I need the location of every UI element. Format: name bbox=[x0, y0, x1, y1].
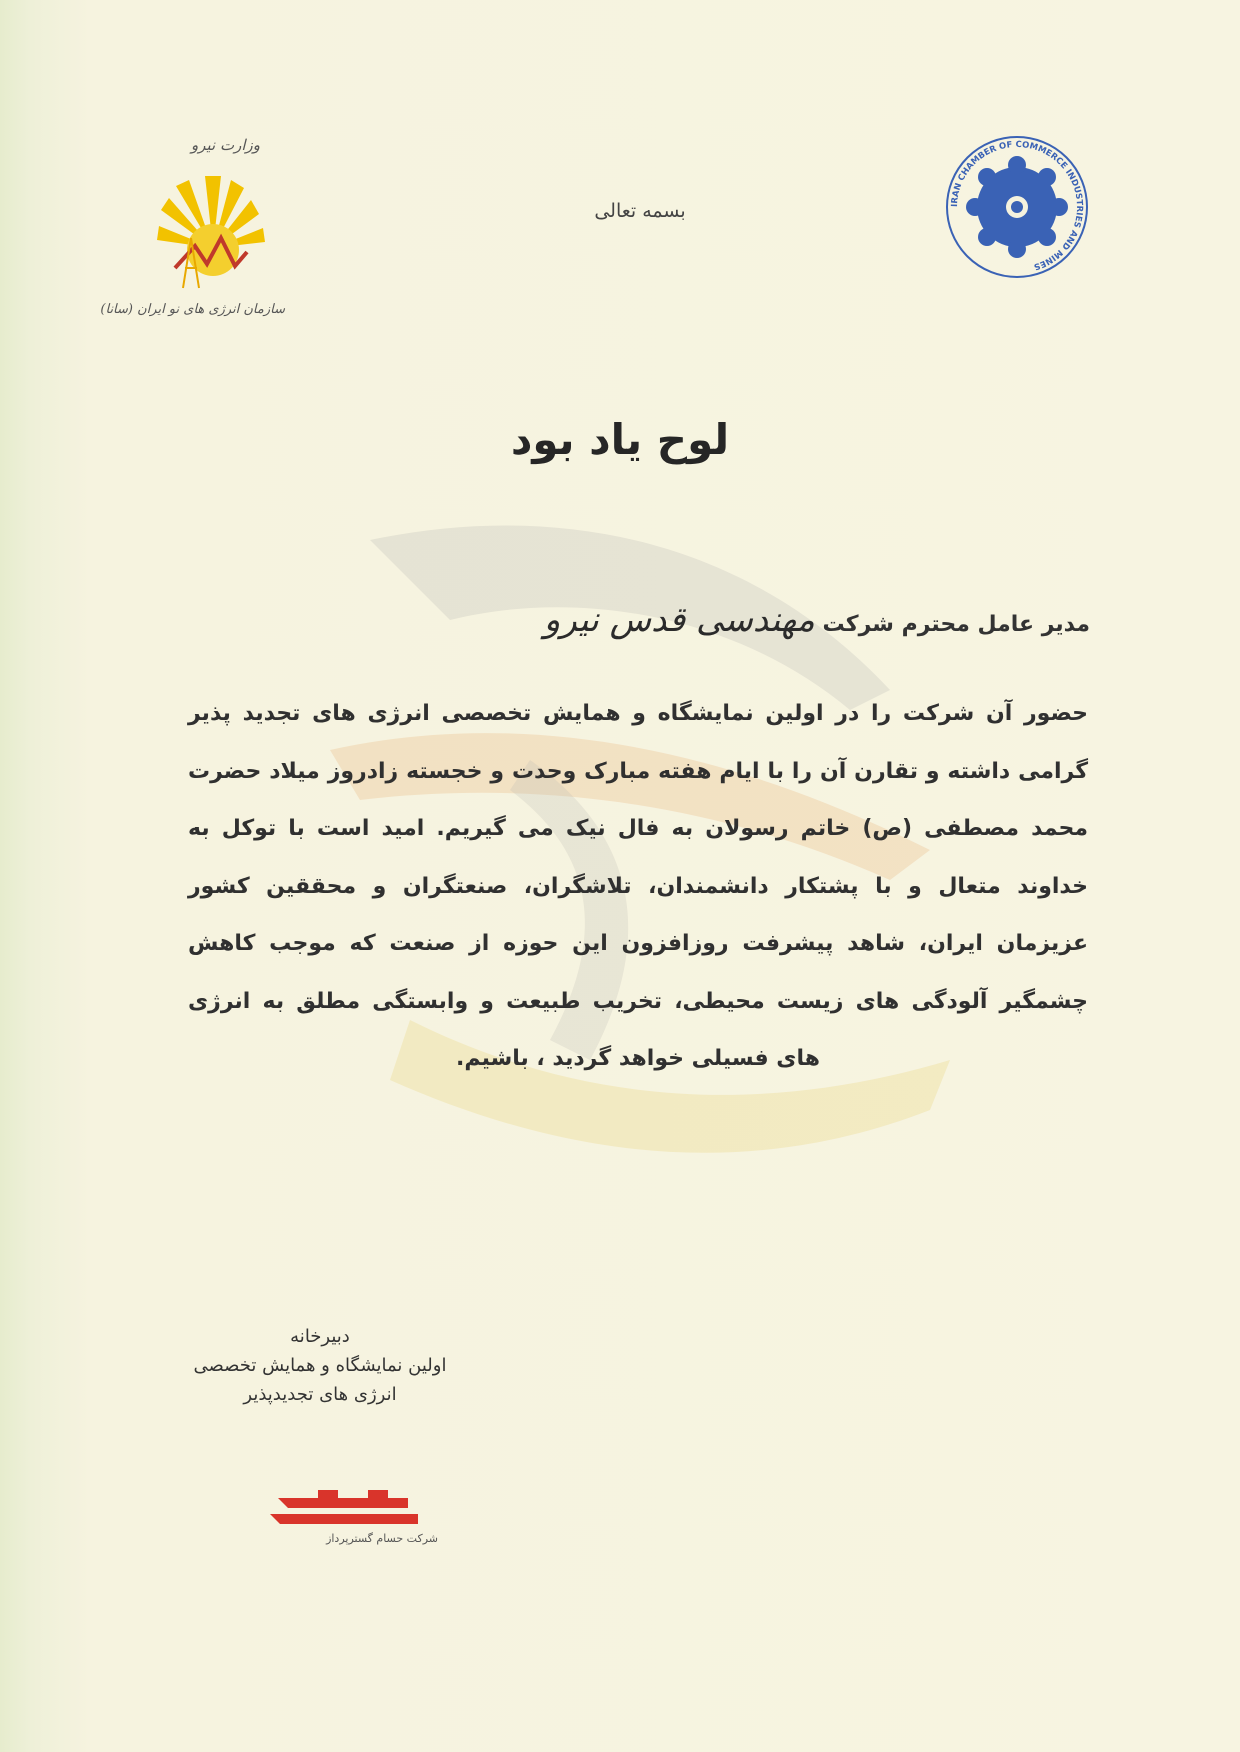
sana-logo-top-text: وزارت نیرو bbox=[190, 136, 260, 154]
iran-chamber-logo bbox=[945, 135, 1090, 280]
addressee-line bbox=[190, 600, 1090, 640]
iran-chamber-ring-text: IRAN CHAMBER OF COMMERCE INDUSTRIES AND MINES bbox=[949, 139, 1085, 272]
sana-logo bbox=[100, 128, 290, 323]
hesam-company-logo bbox=[258, 1470, 458, 1550]
sana-logo-bottom-text: سازمان انرژی های نو ایران (سانا) bbox=[100, 302, 285, 317]
company-name: مهندسی قدس نیرو bbox=[543, 600, 815, 640]
signature-block bbox=[170, 1322, 470, 1409]
certificate-body-text: حضور آن شرکت را در اولین نمایشگاه و همایش تخصصی انرژی های تجدید پذیر گرامی داشته و تقارن آن را با ایام هفته مبارک وحدت و خجسته زادروز میلاد حضرت محمد مصطفی (ص) خاتم رسولان به فال نیک می گیریم. امید است با توکل به خداوند متعال و با پشتکار دانشمندان، تلاشگران، صنعتگران و محققین کشور عزیزمان ایران، شاهد پیشرفت روزافزون این حوزه از صنعت که موجب کاهش چشمگیر آلودگی های زیست محیطی، تخریب طبیعت و وابستگی مطلق به انرژی های فسیلی خواهد گردید ، باشیم. bbox=[188, 701, 1088, 1071]
sun-rays-icon bbox=[157, 176, 265, 276]
signature-line-energy: انرژی های تجدیدپذیر bbox=[243, 1384, 397, 1405]
addressee-prefix: مدیر عامل محترم شرکت bbox=[822, 612, 1090, 637]
signature-line-secretariat: دبیرخانه bbox=[290, 1326, 350, 1347]
basmala-heading: بسمه تعالی bbox=[594, 200, 686, 222]
hesam-logo-text: شرکت حسام گسترپرداز bbox=[326, 1532, 438, 1545]
signature-line-event: اولین نمایشگاه و همایش تخصصی bbox=[193, 1355, 447, 1376]
hesam-mark-icon bbox=[270, 1490, 418, 1524]
certificate-title: لوح یاد بود bbox=[510, 415, 730, 464]
